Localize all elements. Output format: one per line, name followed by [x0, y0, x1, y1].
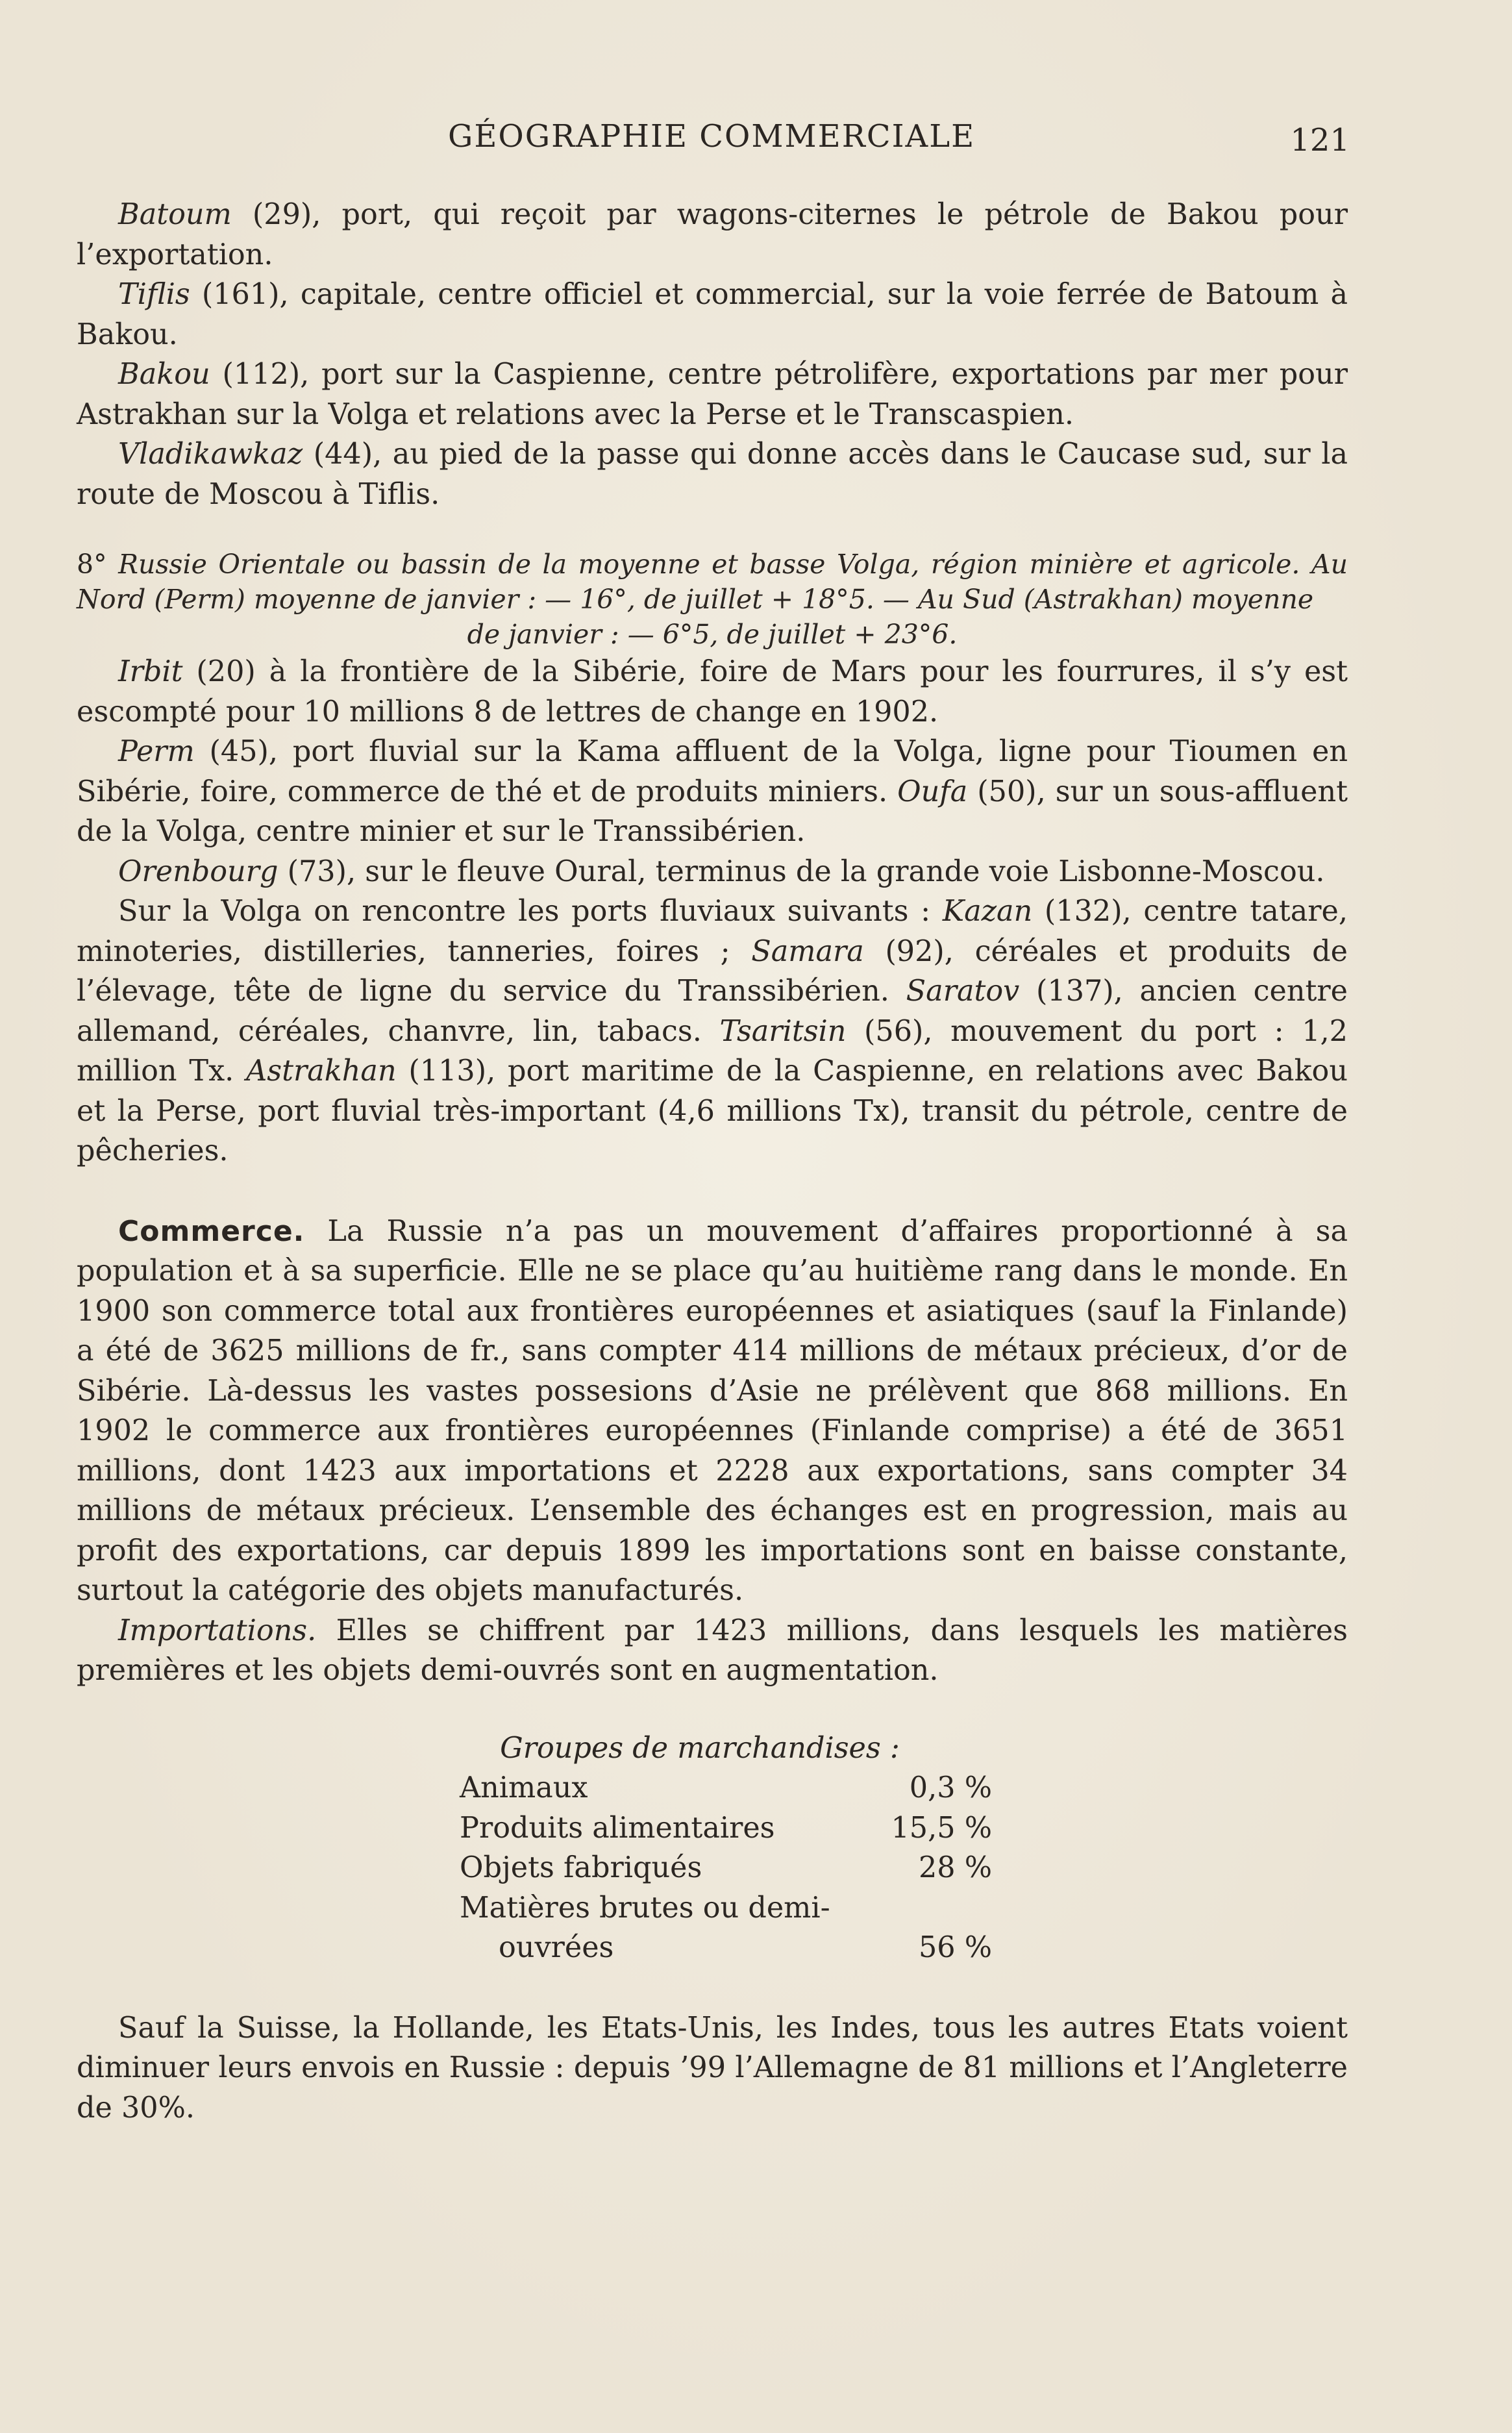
place-name: Kazan [942, 895, 1033, 928]
paragraph-bakou [77, 355, 1348, 434]
place-name: Astrakhan [246, 1054, 397, 1088]
row-label: Matières brutes ou demi- [460, 1891, 830, 1925]
row-value: 15,5 % [891, 1811, 992, 1845]
paragraph-text: (73), sur le fleuve Oural, terminus de la grande voie Lisbonne-Moscou. [278, 855, 1325, 888]
paragraph-text: (29), port, qui reçoit par wagons-citernes le pétrole de Bakou pour l’exportation. [77, 198, 1348, 271]
paragraph-text: (112), port sur la Caspienne, centre pétrolifère, exportations par mer pour Astrakhan sur la Volga et relations avec la Perse et le Transcaspien. [77, 358, 1348, 431]
paragraph-batoum [77, 195, 1348, 275]
section-number: 8° [77, 549, 107, 580]
table-row [460, 1928, 992, 1968]
paragraph-text: (45), port fluvial sur la Kama affluent de la Volga, ligne pour Tioumen en Sibérie, foire, commerce de thé et de produits miniers. [77, 735, 1348, 808]
table-row [460, 1848, 992, 1888]
section-heading-end-text: de janvier : — 6°5, de juillet + 23°6. [467, 619, 958, 650]
row-value [862, 1888, 992, 1928]
page-number: 121 [1290, 122, 1350, 158]
table-row [460, 1768, 992, 1808]
row-value: 28 % [918, 1851, 992, 1884]
paragraph-orenbourg [77, 852, 1348, 892]
paragraph-commerce [77, 1212, 1348, 1611]
paragraph-volga [77, 892, 1348, 1171]
place-name: Saratov [906, 975, 1020, 1008]
section-heading-text: Russie Orientale ou bassin de la moyenne et basse Volga, région minière et agricole. Au Nord (Perm) moyenne de janvier : — 16°, de juillet + 18°5. — Au Sud (Astrakhan) moyenne [77, 549, 1348, 615]
paragraph-text: (56), mouvement du port : 1,2 million Tx. [77, 1014, 1348, 1088]
place-name: Samara [751, 934, 864, 968]
paragraph-text: Elles se chiffrent par 1423 millions, dans lesquels les matières premières et les objets demi-ouvrés sont en augmentation. [77, 1614, 1348, 1687]
paragraph-text: (92), céréales et produits de l’élevage, tête de ligne du service du Transsibérien. [77, 934, 1348, 1008]
section-label-importations: Importations. [118, 1614, 317, 1647]
page-header [78, 118, 1350, 164]
row-label: Objets fabriqués [460, 1851, 702, 1884]
row-label: ouvrées [499, 1931, 614, 1964]
paragraph-text: La Russie n’a pas un mouvement d’affaires proportionné à sa population et à sa superficie. Elle ne se place qu’au huitième rang dans le monde. En 1900 son commerce total aux frontières européennes et asiatiques (sauf la Finlande) a été de 3625 millions de fr., sans compter 414 millions de métaux précieux, d’or de Sibérie. Là-dessus les vastes possesions d’Asie ne prélèvent que 868 millions. En 1902 le commerce aux frontières européennes (Finlande comprise) a été de 3651 millions, dont 1423 aux importations et 2228 aux exportations, sans compter 34 millions de métaux précieux. L’ensemble des échanges est en progression, mais au profit des exportations, car depuis 1899 les importations sont en baisse constante, surtout la catégorie des objets manufacturés. [77, 1214, 1348, 1607]
row-label: Produits alimentaires [460, 1811, 775, 1845]
paragraph-text: (132), centre tatare, minoteries, distilleries, tanneries, foires ; [77, 895, 1348, 968]
section-heading-end [77, 617, 1348, 652]
place-name: Tiflis [118, 278, 190, 311]
place-name: Orenbourg [118, 855, 279, 888]
row-label: Animaux [460, 1771, 588, 1804]
merchandise-groups-table [460, 1728, 1057, 1968]
table-row [460, 1888, 992, 1928]
paragraph-text: (137), ancien centre allemand, céréales, chanvre, lin, tabacs. [77, 975, 1348, 1048]
place-name: Irbit [118, 655, 183, 688]
paragraph-text: (50), sur un sous-affluent de la Volga, centre minier et sur le Transsibérien. [77, 775, 1348, 848]
paragraph-irbit [77, 652, 1348, 732]
running-title: GÉOGRAPHIE COMMERCIALE [448, 118, 976, 155]
paragraph-text: (44), au pied de la passe qui donne accès dans le Caucase sud, sur la route de Moscou à Tiflis. [77, 438, 1348, 511]
paragraph-tiflis [77, 275, 1348, 355]
place-name: Bakou [118, 358, 210, 391]
place-name: Batoum [118, 198, 232, 231]
table-row [460, 1808, 992, 1849]
paragraph-text: (20) à la frontière de la Sibérie, foire de Mars pour les fourrures, il s’y est escompté pour 10 millions 8 de lettres de change en 1902. [77, 655, 1348, 729]
place-name: Vladikawkaz [118, 438, 303, 471]
paragraph-text: (161), capitale, centre officiel et commercial, sur la voie ferrée de Batoum à Bakou. [77, 278, 1348, 351]
table-title: Groupes de marchandises : [500, 1731, 900, 1765]
section-heading-russie-orientale [77, 547, 1348, 617]
paragraph-perm [77, 732, 1348, 852]
paragraph-text: (113), port maritime de la Caspienne, en relations avec Bakou et la Perse, port fluvial très-important (4,6 millions Tx), transit du pétrole, centre de pêcheries. [77, 1054, 1348, 1167]
paragraph-vladikawkaz [77, 434, 1348, 514]
section-label-commerce: Commerce. [118, 1214, 305, 1248]
paragraph-final: Sauf la Suisse, la Hollande, les Etats-Unis, les Indes, tous les autres Etats voient diminuer leurs envois en Russie : depuis ’99 l’Allemagne de 81 millions et l’Angleterre de 30%. [77, 2011, 1348, 2125]
place-name: Oufa [897, 775, 968, 808]
row-value: 56 % [918, 1931, 992, 1964]
row-value: 0,3 % [909, 1771, 992, 1804]
place-name: Tsaritsin [719, 1014, 847, 1048]
paragraph-importations [77, 1611, 1348, 1691]
page-body [77, 195, 1348, 2128]
place-name: Perm [118, 735, 195, 768]
paragraph-text: Sur la Volga on rencontre les ports fluviaux suivants : [118, 895, 943, 928]
